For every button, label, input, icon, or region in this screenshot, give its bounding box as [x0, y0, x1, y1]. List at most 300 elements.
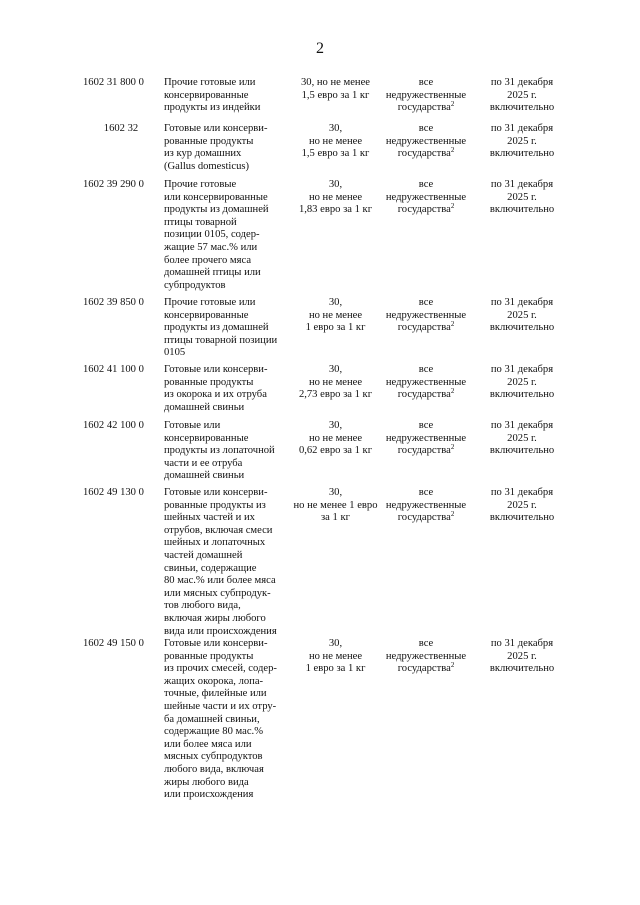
- footnote-mark: 2: [450, 443, 455, 452]
- country-group-line: [381, 512, 471, 525]
- product-description-line: [164, 389, 289, 402]
- duty-rate-line: [290, 364, 381, 377]
- tariff-code-text: 1602 49 130 0: [83, 487, 144, 498]
- product-description-text: или консервированные: [164, 191, 268, 203]
- product-description-line: [164, 764, 289, 777]
- product-description-line: [164, 550, 289, 563]
- product-description-line: [164, 445, 289, 458]
- validity-term-text: 2025 г.: [507, 499, 537, 511]
- validity-term-line: [485, 663, 559, 676]
- country-group-line: [381, 651, 471, 664]
- country-group-text: государства: [397, 445, 451, 457]
- duty-rate-line: [290, 663, 381, 676]
- tariff-code-line: [83, 364, 159, 377]
- validity-term-text: включительно: [489, 204, 555, 216]
- validity-term-line: [485, 433, 559, 446]
- product-description-text: шейных частей и их: [164, 512, 255, 524]
- duty-rate-text: 30,: [328, 364, 343, 375]
- country-group-line: [381, 204, 471, 217]
- product-description-text: продукты из индейки: [164, 102, 261, 114]
- tariff-code: [83, 487, 159, 500]
- validity-term-text: включительно: [489, 102, 555, 114]
- duty-rate-text: но не менее: [308, 191, 363, 203]
- validity-term-text: по 31 декабря: [490, 364, 554, 375]
- country-group: [381, 638, 471, 676]
- product-description-text: домашней свиньи: [164, 401, 245, 413]
- country-group-line: [381, 445, 471, 458]
- country-group: [381, 420, 471, 458]
- duty-rate-line: [290, 322, 381, 335]
- product-description-line: [164, 638, 289, 651]
- country-group-text: недружественные: [385, 432, 467, 444]
- validity-term-text: включительно: [489, 512, 555, 524]
- duty-rate-line: [290, 638, 381, 651]
- table-row: [83, 364, 563, 420]
- country-group-line: [381, 377, 471, 390]
- validity-term-text: включительно: [489, 322, 555, 334]
- country-group-text: недружественные: [385, 191, 467, 203]
- validity-term-text: по 31 декабря: [490, 77, 554, 88]
- duty-rate: [290, 638, 381, 676]
- validity-term-line: [485, 512, 559, 525]
- country-group-line: [381, 136, 471, 149]
- product-description-line: [164, 90, 289, 103]
- validity-term-line: [485, 204, 559, 217]
- product-description-text: отрубов, включая смеси: [164, 524, 273, 536]
- country-group-text: недружественные: [385, 89, 467, 101]
- product-description-text: птицы товарной позиции: [164, 334, 278, 346]
- product-description-text: шейные части и их отру-: [164, 700, 277, 712]
- duty-rate-text: но не менее: [308, 432, 363, 444]
- validity-term-line: [485, 310, 559, 323]
- product-description-text: Прочие готовые или: [164, 297, 256, 308]
- tariff-code: [83, 638, 159, 651]
- duty-rate-line: [290, 377, 381, 390]
- duty-rate-text: 30,: [328, 179, 343, 190]
- validity-term-line: [485, 90, 559, 103]
- footnote-mark: 2: [450, 661, 455, 670]
- validity-term-line: [485, 77, 559, 90]
- product-description: [164, 297, 289, 360]
- tariff-code-line: [83, 638, 159, 651]
- product-description-line: [164, 739, 289, 752]
- country-group-text: все: [418, 364, 434, 375]
- product-description-line: [164, 613, 289, 626]
- footnote-mark: 2: [450, 202, 455, 211]
- validity-term-line: [485, 322, 559, 335]
- validity-term: [485, 487, 559, 525]
- duty-rate-line: [290, 123, 381, 136]
- product-description-text: из кур домашних: [164, 148, 242, 160]
- tariff-code-text: 1602 39 850 0: [83, 297, 144, 308]
- duty-rate-text: 1,5 евро за 1 кг: [301, 148, 370, 160]
- tariff-code-line: [83, 179, 159, 192]
- product-description-text: рованные продукты: [164, 376, 254, 388]
- validity-term-text: 2025 г.: [507, 89, 537, 101]
- country-group-line: [381, 297, 471, 310]
- validity-term-line: [485, 500, 559, 513]
- product-description-text: содержащие 80 мас.%: [164, 726, 264, 738]
- product-description-text: Готовые или консерви-: [164, 638, 268, 649]
- duty-rate-text: 2,73 евро за 1 кг: [298, 389, 373, 401]
- duty-rate-line: [290, 297, 381, 310]
- duty-rate: [290, 123, 381, 161]
- validity-term-text: 2025 г.: [507, 376, 537, 388]
- duty-rate-text: 1 евро за 1 кг: [305, 322, 366, 334]
- country-group-line: [381, 123, 471, 136]
- duty-rate-text: 30,: [328, 420, 343, 431]
- country-group-text: недружественные: [385, 499, 467, 511]
- country-group-text: государства: [397, 389, 451, 401]
- product-description-text: тов любого вида,: [164, 600, 241, 612]
- product-description-line: [164, 701, 289, 714]
- validity-term-line: [485, 487, 559, 500]
- duty-rate-line: [290, 487, 381, 500]
- product-description-text: консервированные: [164, 432, 249, 444]
- country-group-text: все: [418, 123, 434, 134]
- product-description-line: [164, 751, 289, 764]
- duty-rate-line: [290, 310, 381, 323]
- country-group-line: [381, 90, 471, 103]
- validity-term-line: [485, 297, 559, 310]
- duty-rate-text: но не менее: [308, 309, 363, 321]
- validity-term-line: [485, 192, 559, 205]
- validity-term: [485, 77, 559, 115]
- validity-term-line: [485, 651, 559, 664]
- product-description-line: [164, 280, 289, 293]
- product-description-line: [164, 402, 289, 415]
- product-description-line: [164, 512, 289, 525]
- product-description-text: Готовые или консерви-: [164, 487, 268, 498]
- product-description: [164, 638, 289, 802]
- product-description-text: Прочие готовые: [164, 179, 237, 190]
- product-description-line: [164, 600, 289, 613]
- validity-term-text: 2025 г.: [507, 309, 537, 321]
- product-description-text: любого вида, включая: [164, 763, 264, 775]
- duty-rate-line: [290, 500, 381, 513]
- product-description-line: [164, 242, 289, 255]
- tariff-code-text: 1602 42 100 0: [83, 420, 144, 431]
- product-description: [164, 420, 289, 483]
- footnote-mark: 2: [450, 510, 455, 519]
- validity-term: [485, 420, 559, 458]
- country-group-text: все: [418, 179, 434, 190]
- product-description-text: продукты из домашней: [164, 322, 269, 334]
- country-group-text: все: [418, 487, 434, 498]
- product-description-text: 0105: [164, 347, 186, 359]
- duty-rate: [290, 179, 381, 217]
- country-group-line: [381, 102, 471, 115]
- tariff-code: [83, 123, 159, 136]
- footnote-mark: 2: [450, 387, 455, 396]
- product-description-text: или мясных субпродук-: [164, 587, 271, 599]
- product-description-text: домашней свиньи: [164, 470, 245, 482]
- validity-term: [485, 364, 559, 402]
- product-description-text: субпродуктов: [164, 279, 226, 291]
- product-description-line: [164, 310, 289, 323]
- validity-term-line: [485, 445, 559, 458]
- country-group-text: все: [418, 77, 434, 88]
- tariff-code: [83, 77, 159, 90]
- country-group-line: [381, 179, 471, 192]
- product-description-text: птицы товарной: [164, 216, 237, 228]
- product-description-line: [164, 433, 289, 446]
- country-group: [381, 77, 471, 115]
- product-description-text: жиры любого вида: [164, 776, 249, 788]
- validity-term-text: 2025 г.: [507, 135, 537, 147]
- product-description-text: консервированные: [164, 309, 249, 321]
- table-row: [83, 487, 563, 638]
- duty-rate: [290, 487, 381, 525]
- duty-rate-line: [290, 192, 381, 205]
- table-row: [83, 297, 563, 364]
- page-number: 2: [316, 40, 324, 57]
- duty-rate-text: но не менее: [308, 650, 363, 662]
- duty-rate: [290, 420, 381, 458]
- country-group-line: [381, 638, 471, 651]
- product-description-line: [164, 217, 289, 230]
- country-group-line: [381, 322, 471, 335]
- country-group-text: все: [418, 420, 434, 431]
- duty-rate: [290, 77, 381, 102]
- validity-term-text: включительно: [489, 663, 555, 675]
- duty-rate-line: [290, 179, 381, 192]
- duty-rate-line: [290, 136, 381, 149]
- product-description-text: Прочие готовые или: [164, 77, 256, 88]
- duty-rate-line: [290, 90, 381, 103]
- validity-term-line: [485, 377, 559, 390]
- duty-rate-text: 30,: [328, 487, 343, 498]
- duty-rate-text: 1 евро за 1 кг: [305, 663, 366, 675]
- tariff-code-line: [83, 77, 159, 90]
- validity-term-line: [485, 638, 559, 651]
- footnote-mark: 2: [450, 320, 455, 329]
- table-row: [83, 420, 563, 487]
- product-description: [164, 123, 289, 173]
- duty-rate: [290, 364, 381, 402]
- product-description-line: [164, 136, 289, 149]
- product-description-text: позиции 0105, содер-: [164, 229, 260, 241]
- duty-rate-text: но не менее: [308, 376, 363, 388]
- product-description-line: [164, 335, 289, 348]
- validity-term-text: по 31 декабря: [490, 487, 554, 498]
- product-description-text: консервированные: [164, 89, 249, 101]
- product-description-line: [164, 470, 289, 483]
- product-description-line: [164, 651, 289, 664]
- country-group-text: все: [418, 638, 434, 649]
- country-group-line: [381, 364, 471, 377]
- duty-rate-text: но не менее 1 евро: [293, 499, 378, 511]
- duty-rate-line: [290, 433, 381, 446]
- product-description-text: жащих окорока, лопа-: [164, 675, 264, 687]
- product-description-line: [164, 525, 289, 538]
- product-description-text: ба домашней свиньи,: [164, 713, 260, 725]
- product-description-line: [164, 123, 289, 136]
- product-description-line: [164, 364, 289, 377]
- tariff-code-line: [83, 297, 159, 310]
- product-description-line: [164, 255, 289, 268]
- validity-term-line: [485, 389, 559, 402]
- product-description-text: 80 мас.% или более мяса: [164, 575, 276, 587]
- product-description-text: шейных и лопаточных: [164, 537, 266, 549]
- validity-term-text: включительно: [489, 445, 555, 457]
- country-group: [381, 487, 471, 525]
- country-group: [381, 123, 471, 161]
- country-group-line: [381, 192, 471, 205]
- country-group-line: [381, 433, 471, 446]
- country-group-text: государства: [397, 663, 451, 675]
- country-group-line: [381, 310, 471, 323]
- validity-term: [485, 179, 559, 217]
- country-group-line: [381, 500, 471, 513]
- duty-rate-line: [290, 389, 381, 402]
- validity-term-line: [485, 364, 559, 377]
- product-description-text: продукты из домашней: [164, 204, 269, 216]
- product-description-line: [164, 420, 289, 433]
- product-description-text: Готовые или консерви-: [164, 364, 268, 375]
- product-description-line: [164, 726, 289, 739]
- country-group-line: [381, 487, 471, 500]
- validity-term-text: по 31 декабря: [490, 638, 554, 649]
- country-group-text: недружественные: [385, 376, 467, 388]
- table-row: [83, 77, 563, 123]
- product-description-line: [164, 714, 289, 727]
- product-description-text: частей домашней: [164, 549, 243, 561]
- product-description-text: из окорока и их отруба: [164, 389, 267, 401]
- duty-rate-text: 30, но не менее: [300, 77, 370, 88]
- tariff-code-line: [83, 487, 159, 500]
- duty-rate-text: 0,62 евро за 1 кг: [298, 445, 373, 457]
- tariff-table: [83, 77, 563, 818]
- country-group: [381, 364, 471, 402]
- validity-term: [485, 123, 559, 161]
- country-group-text: недружественные: [385, 135, 467, 147]
- product-description-line: [164, 148, 289, 161]
- duty-rate-text: 1,83 евро за 1 кг: [298, 204, 373, 216]
- product-description: [164, 77, 289, 115]
- product-description-line: [164, 322, 289, 335]
- country-group-text: государства: [397, 102, 451, 114]
- tariff-code: [83, 364, 159, 377]
- country-group-text: недружественные: [385, 650, 467, 662]
- validity-term-text: по 31 декабря: [490, 420, 554, 431]
- validity-term-text: 2025 г.: [507, 191, 537, 203]
- product-description-line: [164, 663, 289, 676]
- product-description-line: [164, 192, 289, 205]
- duty-rate-line: [290, 651, 381, 664]
- footnote-mark: 2: [450, 146, 455, 155]
- table-row: [83, 123, 563, 179]
- product-description-text: продукты из лопаточной: [164, 445, 275, 457]
- duty-rate-line: [290, 77, 381, 90]
- duty-rate-line: [290, 204, 381, 217]
- country-group: [381, 297, 471, 335]
- validity-term: [485, 638, 559, 676]
- country-group-line: [381, 77, 471, 90]
- product-description-text: мясных субпродуктов: [164, 751, 263, 763]
- product-description-line: [164, 458, 289, 471]
- product-description-line: [164, 563, 289, 576]
- tariff-code-text: 1602 31 800 0: [83, 77, 144, 88]
- product-description-line: [164, 487, 289, 500]
- product-description-text: Готовые или: [164, 420, 221, 431]
- duty-rate-text: но не менее: [308, 135, 363, 147]
- product-description-line: [164, 179, 289, 192]
- product-description-line: [164, 777, 289, 790]
- product-description-text: рованные продукты из: [164, 499, 266, 511]
- duty-rate-text: за 1 кг: [321, 512, 350, 524]
- product-description-line: [164, 347, 289, 360]
- product-description: [164, 487, 289, 638]
- validity-term-line: [485, 102, 559, 115]
- validity-term-text: включительно: [489, 148, 555, 160]
- product-description-text: или более мяса или: [164, 738, 252, 750]
- product-description: [164, 364, 289, 414]
- product-description: [164, 179, 289, 292]
- validity-term-text: по 31 декабря: [490, 179, 554, 190]
- product-description-text: включая жиры любого: [164, 612, 266, 624]
- validity-term-text: по 31 декабря: [490, 297, 554, 308]
- product-description-line: [164, 688, 289, 701]
- country-group-line: [381, 420, 471, 433]
- country-group-text: государства: [397, 148, 451, 160]
- tariff-code-line: [83, 420, 159, 433]
- product-description-text: свиньи, содержащие: [164, 562, 257, 574]
- duty-rate-line: [290, 445, 381, 458]
- validity-term-text: 2025 г.: [507, 432, 537, 444]
- product-description-line: [164, 676, 289, 689]
- tariff-code-text: 1602 39 290 0: [83, 179, 144, 190]
- validity-term-line: [485, 148, 559, 161]
- duty-rate-line: [290, 512, 381, 525]
- country-group: [381, 179, 471, 217]
- duty-rate-line: [290, 420, 381, 433]
- country-group-line: [381, 663, 471, 676]
- country-group-text: государства: [397, 322, 451, 334]
- country-group-text: государства: [397, 204, 451, 216]
- validity-term: [485, 297, 559, 335]
- product-description-line: [164, 626, 289, 639]
- product-description-line: [164, 537, 289, 550]
- tariff-code: [83, 297, 159, 310]
- country-group-line: [381, 389, 471, 402]
- tariff-code-text: 1602 32: [103, 123, 139, 134]
- tariff-code-line: [83, 123, 159, 136]
- duty-rate-text: 30,: [328, 638, 343, 649]
- tariff-code: [83, 179, 159, 192]
- product-description-text: рованные продукты: [164, 650, 254, 662]
- product-description-text: (Gallus domesticus): [164, 160, 250, 172]
- country-group-text: государства: [397, 512, 451, 524]
- product-description-line: [164, 267, 289, 280]
- product-description-line: [164, 229, 289, 242]
- validity-term-text: включительно: [489, 389, 555, 401]
- duty-rate-line: [290, 148, 381, 161]
- product-description-line: [164, 588, 289, 601]
- table-row: [83, 638, 563, 818]
- validity-term-line: [485, 136, 559, 149]
- product-description-text: более прочего мяса: [164, 254, 252, 266]
- product-description-line: [164, 204, 289, 217]
- duty-rate: [290, 297, 381, 335]
- country-group-line: [381, 148, 471, 161]
- validity-term-text: по 31 декабря: [490, 123, 554, 134]
- product-description-line: [164, 575, 289, 588]
- product-description-text: части и ее отруба: [164, 457, 243, 469]
- product-description-text: домашней птицы или: [164, 267, 261, 279]
- product-description-line: [164, 789, 289, 802]
- tariff-code-text: 1602 49 150 0: [83, 638, 144, 649]
